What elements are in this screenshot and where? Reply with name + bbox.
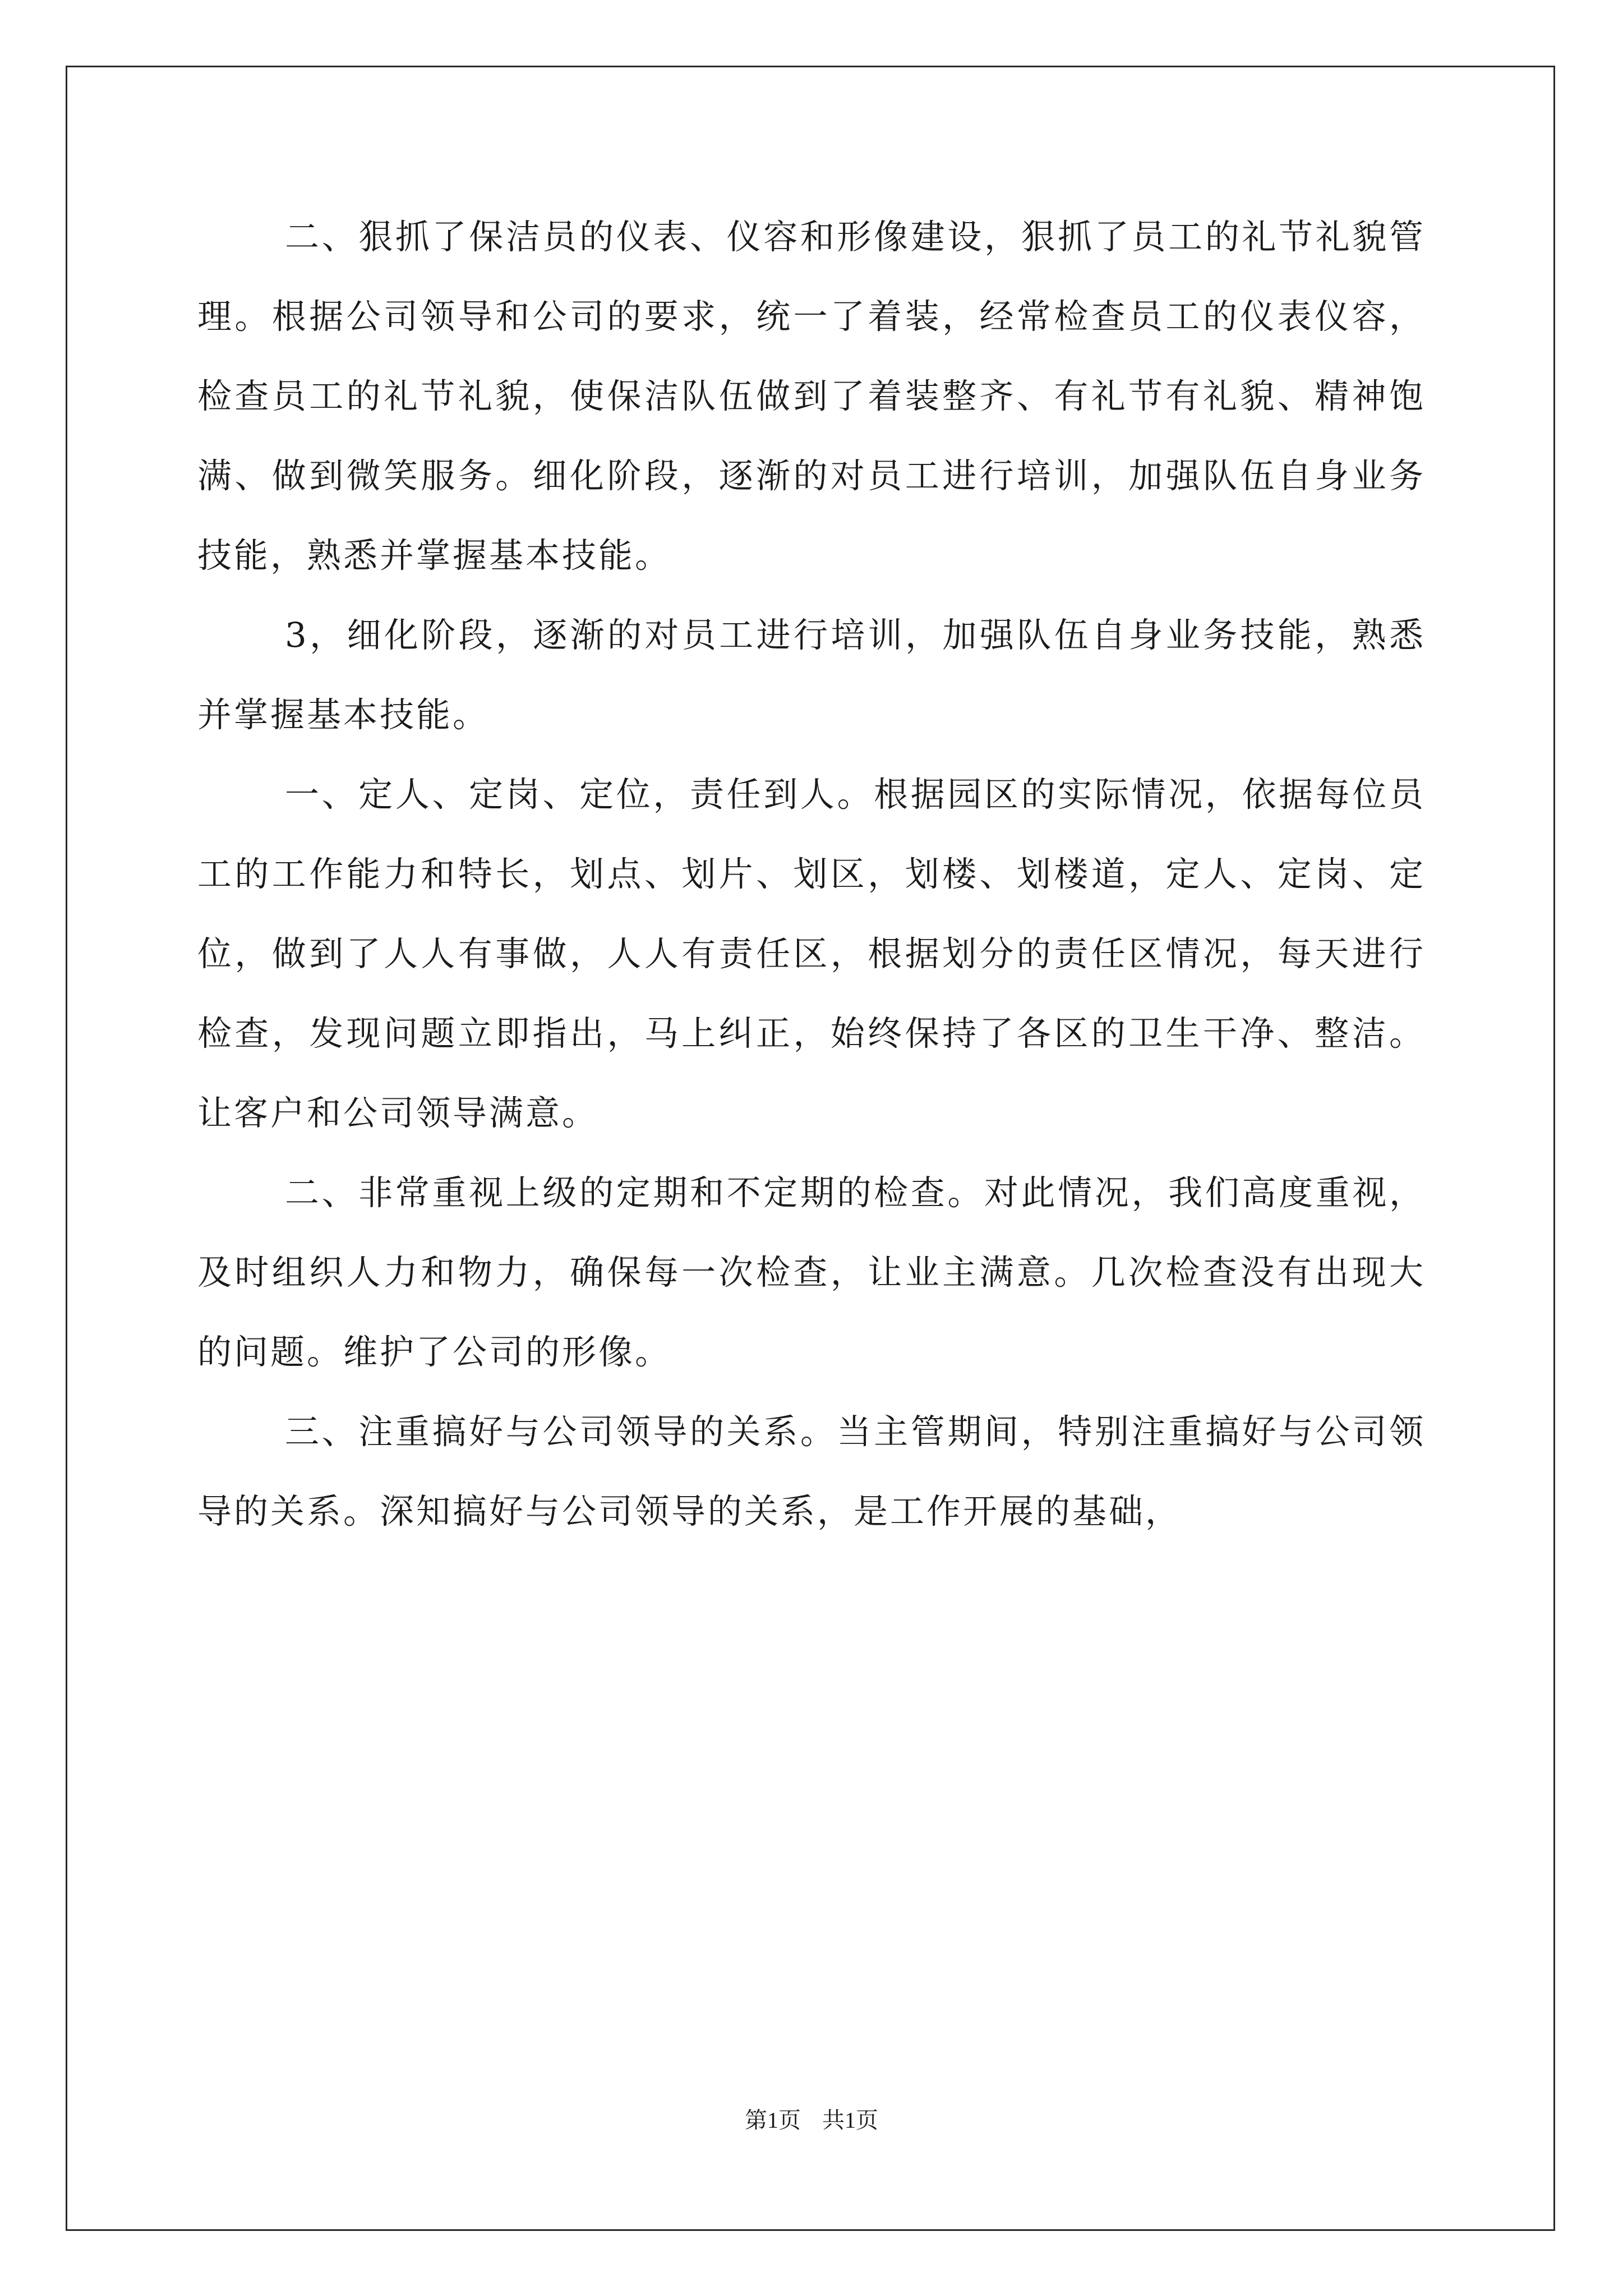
page-footer	[0, 2104, 1623, 2137]
paragraph: 二、非常重视上级的定期和不定期的检查。对此情况，我们高度重视，及时组织人力和物力，确保每一次检查，让业主满意。几次检查没有出现大的问题。维护了公司的形像。	[197, 1173, 1426, 1372]
paragraph: 一、定人、定岗、定位，责任到人。根据园区的实际情况，依据每位员工的工作能力和特长，划点、划片、划区，划楼、划楼道，定人、定岗、定位，做到了人人有事做，人人有责任区，根据划分的责任区情况，每天进行检查，发现问题立即指出，马上纠正，始终保持了各区的卫生干净、整洁。让客户和公司领导满意。	[197, 775, 1426, 1133]
paragraph: 3，细化阶段，逐渐的对员工进行培训，加强队伍自身业务技能，熟悉并掌握基本技能。	[197, 615, 1426, 735]
paragraph: 三、注重搞好与公司领导的关系。当主管期间，特别注重搞好与公司领导的关系。深知搞好与公司领导的关系，是工作开展的基础，	[197, 1412, 1426, 1531]
paragraph: 二、狠抓了保洁员的仪表、仪容和形像建设，狠抓了员工的礼节礼貌管理。根据公司领导和公司的要求，统一了着装，经常检查员工的仪表仪容，检查员工的礼节礼貌，使保洁队伍做到了着装整齐、有礼节有礼貌、精神饱满、做到微笑服务。细化阶段，逐渐的对员工进行培训，加强队伍自身业务技能，熟悉并掌握基本技能。	[197, 217, 1426, 576]
document-body	[197, 197, 1426, 1552]
page-number: 第1页	[745, 2108, 801, 2133]
page-total: 共1页	[822, 2108, 878, 2133]
